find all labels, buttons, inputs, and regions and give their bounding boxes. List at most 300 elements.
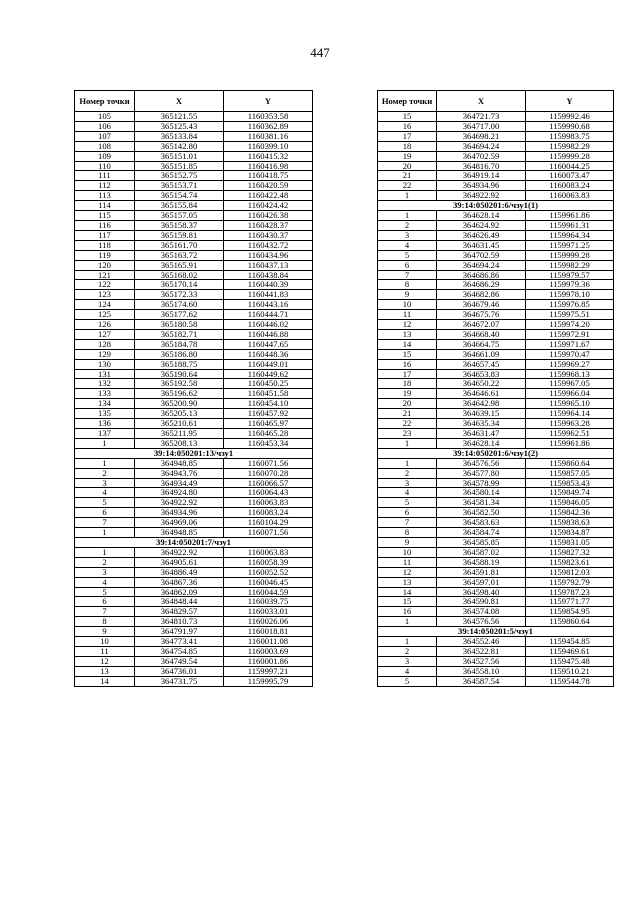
- table-row: [378, 121, 614, 131]
- point-number-cell: 126: [75, 320, 135, 330]
- point-number-cell: 10: [378, 300, 437, 310]
- y-coordinate-cell: 1160453.34: [224, 438, 313, 448]
- point-number-cell: 8: [75, 617, 135, 627]
- table-row: [378, 478, 614, 488]
- table-row: [378, 458, 614, 468]
- y-coordinate-cell: 1159982.29: [526, 260, 614, 270]
- point-number-cell: 3: [75, 478, 135, 488]
- table-row: [378, 637, 614, 647]
- y-coordinate-cell: 1160033.01: [224, 607, 313, 617]
- table-row: [378, 320, 614, 330]
- point-number-cell: 2: [378, 646, 437, 656]
- table-row: [378, 528, 614, 538]
- x-coordinate-cell: 364867.36: [135, 577, 224, 587]
- x-coordinate-cell: 364584.74: [437, 528, 526, 538]
- x-coordinate-cell: 364661.09: [437, 349, 526, 359]
- point-number-cell: 1: [378, 617, 437, 627]
- y-coordinate-cell: 1159857.05: [526, 468, 614, 478]
- y-coordinate-cell: 1160071.56: [224, 458, 313, 468]
- table-row: [75, 171, 313, 181]
- y-coordinate-cell: 1159976.85: [526, 300, 614, 310]
- x-coordinate-cell: 364810.73: [135, 617, 224, 627]
- x-coordinate-cell: 364624.92: [437, 220, 526, 230]
- point-number-cell: 4: [75, 488, 135, 498]
- table-row: [75, 528, 313, 538]
- y-coordinate-cell: 1160011.08: [224, 637, 313, 647]
- point-number-cell: 22: [378, 419, 437, 429]
- table-row: [75, 339, 313, 349]
- point-number-cell: 3: [378, 656, 437, 666]
- point-number-cell: 21: [378, 171, 437, 181]
- y-coordinate-cell: 1159787.23: [526, 587, 614, 597]
- point-number-cell: 3: [378, 478, 437, 488]
- x-coordinate-cell: 364905.61: [135, 557, 224, 567]
- point-number-cell: 4: [75, 577, 135, 587]
- y-coordinate-cell: 1160446.88: [224, 329, 313, 339]
- table-row: [378, 250, 614, 260]
- table-row: [75, 300, 313, 310]
- table-row: [378, 300, 614, 310]
- point-number-cell: 1: [75, 438, 135, 448]
- y-coordinate-cell: 1159979.57: [526, 270, 614, 280]
- y-coordinate-cell: 1159982.29: [526, 141, 614, 151]
- point-number-cell: 20: [378, 399, 437, 409]
- y-coordinate-cell: 1159860.64: [526, 458, 614, 468]
- section-row: [378, 201, 614, 211]
- point-number-cell: 5: [378, 676, 437, 686]
- x-coordinate-cell: 364672.07: [437, 320, 526, 330]
- y-coordinate-cell: 1160001.86: [224, 656, 313, 666]
- header-point-number: Номер точки: [378, 91, 437, 112]
- point-number-cell: 4: [378, 488, 437, 498]
- point-number-cell: 109: [75, 151, 135, 161]
- y-coordinate-cell: 1159961.86: [526, 211, 614, 221]
- point-number-cell: 114: [75, 201, 135, 211]
- point-number-cell: 11: [378, 310, 437, 320]
- table-row: [75, 478, 313, 488]
- point-number-cell: 116: [75, 220, 135, 230]
- x-coordinate-cell: 364969.06: [135, 518, 224, 528]
- x-coordinate-cell: 364527.56: [437, 656, 526, 666]
- x-coordinate-cell: 365211.95: [135, 429, 224, 439]
- y-coordinate-cell: 1159812.03: [526, 567, 614, 577]
- x-coordinate-cell: 364924.80: [135, 488, 224, 498]
- x-coordinate-cell: 365153.71: [135, 181, 224, 191]
- table-row: [378, 508, 614, 518]
- section-title: 39:14:050201:5/чзу1: [378, 627, 614, 637]
- x-coordinate-cell: 364702.59: [437, 151, 526, 161]
- y-coordinate-cell: 1159975.51: [526, 310, 614, 320]
- table-row: [378, 468, 614, 478]
- point-number-cell: 131: [75, 369, 135, 379]
- table-row: [75, 518, 313, 528]
- x-coordinate-cell: 365151.01: [135, 151, 224, 161]
- y-coordinate-cell: 1159849.74: [526, 488, 614, 498]
- x-coordinate-cell: 364848.44: [135, 597, 224, 607]
- y-coordinate-cell: 1159544.78: [526, 676, 614, 686]
- point-number-cell: 14: [378, 587, 437, 597]
- point-number-cell: 1: [378, 458, 437, 468]
- y-coordinate-cell: 1160415.32: [224, 151, 313, 161]
- y-coordinate-cell: 1160449.01: [224, 359, 313, 369]
- point-number-cell: 16: [378, 121, 437, 131]
- x-coordinate-cell: 364698.21: [437, 131, 526, 141]
- point-number-cell: 1: [75, 547, 135, 557]
- y-coordinate-cell: 1160438.84: [224, 270, 313, 280]
- y-coordinate-cell: 1159969.27: [526, 359, 614, 369]
- table-row: [378, 131, 614, 141]
- point-number-cell: 18: [378, 379, 437, 389]
- section-row: [378, 627, 614, 637]
- point-number-cell: 132: [75, 379, 135, 389]
- x-coordinate-cell: 364626.49: [437, 230, 526, 240]
- y-coordinate-cell: 1160430.37: [224, 230, 313, 240]
- table-header-row: [75, 91, 313, 112]
- y-coordinate-cell: 1160426.38: [224, 211, 313, 221]
- point-number-cell: 133: [75, 389, 135, 399]
- point-number-cell: 9: [75, 627, 135, 637]
- x-coordinate-cell: 364862.09: [135, 587, 224, 597]
- x-coordinate-cell: 364552.46: [437, 637, 526, 647]
- table-row: [75, 379, 313, 389]
- x-coordinate-cell: 364522.81: [437, 646, 526, 656]
- table-row: [75, 369, 313, 379]
- table-row: [75, 468, 313, 478]
- y-coordinate-cell: 1160454.10: [224, 399, 313, 409]
- y-coordinate-cell: 1159792.79: [526, 577, 614, 587]
- x-coordinate-cell: 365188.75: [135, 359, 224, 369]
- x-coordinate-cell: 364922.92: [135, 547, 224, 557]
- x-coordinate-cell: 364948.85: [135, 528, 224, 538]
- y-coordinate-cell: 1159834.87: [526, 528, 614, 538]
- y-coordinate-cell: 1160422.48: [224, 191, 313, 201]
- x-coordinate-cell: 364675.76: [437, 310, 526, 320]
- y-coordinate-cell: 1159842.36: [526, 508, 614, 518]
- table-row: [75, 201, 313, 211]
- table-row: [378, 359, 614, 369]
- point-number-cell: 118: [75, 240, 135, 250]
- point-number-cell: 16: [378, 359, 437, 369]
- table-row: [75, 349, 313, 359]
- y-coordinate-cell: 1160353.58: [224, 112, 313, 122]
- table-row: [75, 597, 313, 607]
- point-number-cell: 7: [75, 607, 135, 617]
- point-number-cell: 11: [378, 557, 437, 567]
- x-coordinate-cell: 365133.84: [135, 131, 224, 141]
- x-coordinate-cell: 365172.33: [135, 290, 224, 300]
- table-row: [378, 518, 614, 528]
- point-number-cell: 12: [378, 320, 437, 330]
- table-row: [75, 181, 313, 191]
- y-coordinate-cell: 1160071.56: [224, 528, 313, 538]
- section-title: 39:14:050201:6/чзу1(1): [378, 201, 614, 211]
- point-number-cell: 115: [75, 211, 135, 221]
- table-row: [378, 646, 614, 656]
- table-body-right: [378, 112, 614, 687]
- y-coordinate-cell: 1159469.61: [526, 646, 614, 656]
- x-coordinate-cell: 364639.15: [437, 409, 526, 419]
- point-number-cell: 112: [75, 181, 135, 191]
- point-number-cell: 13: [378, 577, 437, 587]
- point-number-cell: 2: [75, 557, 135, 567]
- x-coordinate-cell: 364948.85: [135, 458, 224, 468]
- table-row: [378, 656, 614, 666]
- table-row: [75, 607, 313, 617]
- x-coordinate-cell: 365159.81: [135, 230, 224, 240]
- x-coordinate-cell: 364642.98: [437, 399, 526, 409]
- point-number-cell: 1: [378, 191, 437, 201]
- point-number-cell: 130: [75, 359, 135, 369]
- x-coordinate-cell: 364578.99: [437, 478, 526, 488]
- table-row: [75, 270, 313, 280]
- point-number-cell: 15: [378, 597, 437, 607]
- table-row: [378, 547, 614, 557]
- point-number-cell: 20: [378, 161, 437, 171]
- x-coordinate-cell: 364694.24: [437, 141, 526, 151]
- y-coordinate-cell: 1159979.36: [526, 280, 614, 290]
- x-coordinate-cell: 365163.72: [135, 250, 224, 260]
- table-row: [378, 429, 614, 439]
- section-title: 39:14:050201:13/чзу1: [75, 448, 313, 458]
- point-number-cell: 1: [75, 528, 135, 538]
- point-number-cell: 3: [75, 567, 135, 577]
- table-row: [378, 280, 614, 290]
- y-coordinate-cell: 1159995.79: [224, 676, 313, 686]
- x-coordinate-cell: 364590.81: [437, 597, 526, 607]
- table-row: [75, 577, 313, 587]
- point-number-cell: 19: [378, 151, 437, 161]
- y-coordinate-cell: 1160063.83: [224, 547, 313, 557]
- point-number-cell: 13: [378, 329, 437, 339]
- table-row: [75, 112, 313, 122]
- x-coordinate-cell: 364577.80: [437, 468, 526, 478]
- table-row: [378, 399, 614, 409]
- x-coordinate-cell: 365157.05: [135, 211, 224, 221]
- x-coordinate-cell: 364597.01: [437, 577, 526, 587]
- y-coordinate-cell: 1159510.21: [526, 666, 614, 676]
- point-number-cell: 6: [378, 260, 437, 270]
- y-coordinate-cell: 1160073.47: [526, 171, 614, 181]
- x-coordinate-cell: 365151.85: [135, 161, 224, 171]
- x-coordinate-cell: 364934.49: [135, 478, 224, 488]
- y-coordinate-cell: 1160083.24: [526, 181, 614, 191]
- x-coordinate-cell: 364558.10: [437, 666, 526, 676]
- x-coordinate-cell: 364591.81: [437, 567, 526, 577]
- point-number-cell: 1: [378, 438, 437, 448]
- table-row: [378, 577, 614, 587]
- y-coordinate-cell: 1160449.62: [224, 369, 313, 379]
- y-coordinate-cell: 1159978.10: [526, 290, 614, 300]
- table-row: [378, 379, 614, 389]
- y-coordinate-cell: 1160046.45: [224, 577, 313, 587]
- x-coordinate-cell: 364668.40: [437, 329, 526, 339]
- y-coordinate-cell: 1159846.05: [526, 498, 614, 508]
- y-coordinate-cell: 1159974.20: [526, 320, 614, 330]
- point-number-cell: 2: [378, 220, 437, 230]
- x-coordinate-cell: 365184.78: [135, 339, 224, 349]
- point-number-cell: 12: [75, 656, 135, 666]
- point-number-cell: 125: [75, 310, 135, 320]
- x-coordinate-cell: 365174.60: [135, 300, 224, 310]
- x-coordinate-cell: 364580.14: [437, 488, 526, 498]
- x-coordinate-cell: 364922.92: [135, 498, 224, 508]
- x-coordinate-cell: 364628.14: [437, 211, 526, 221]
- x-coordinate-cell: 365196.62: [135, 389, 224, 399]
- table-row: [75, 409, 313, 419]
- x-coordinate-cell: 364679.46: [437, 300, 526, 310]
- point-number-cell: 127: [75, 329, 135, 339]
- table-row: [378, 230, 614, 240]
- x-coordinate-cell: 365168.02: [135, 270, 224, 280]
- table-row: [75, 498, 313, 508]
- section-title: 39:14:050201:6/чзу1(2): [378, 448, 614, 458]
- point-number-cell: 120: [75, 260, 135, 270]
- section-row: [75, 537, 313, 547]
- table-row: [75, 646, 313, 656]
- point-number-cell: 134: [75, 399, 135, 409]
- point-number-cell: 5: [75, 587, 135, 597]
- x-coordinate-cell: 365154.74: [135, 191, 224, 201]
- point-number-cell: 137: [75, 429, 135, 439]
- y-coordinate-cell: 1160446.02: [224, 320, 313, 330]
- table-row: [378, 260, 614, 270]
- y-coordinate-cell: 1160418.75: [224, 171, 313, 181]
- x-coordinate-cell: 365121.55: [135, 112, 224, 122]
- x-coordinate-cell: 364919.14: [437, 171, 526, 181]
- y-coordinate-cell: 1159854.95: [526, 607, 614, 617]
- x-coordinate-cell: 364653.83: [437, 369, 526, 379]
- point-number-cell: 22: [378, 181, 437, 191]
- header-point-number: Номер точки: [75, 91, 135, 112]
- point-number-cell: 111: [75, 171, 135, 181]
- point-number-cell: 23: [378, 429, 437, 439]
- table-row: [378, 191, 614, 201]
- y-coordinate-cell: 1159983.75: [526, 131, 614, 141]
- table-row: [75, 429, 313, 439]
- point-number-cell: 110: [75, 161, 135, 171]
- y-coordinate-cell: 1159966.04: [526, 389, 614, 399]
- coordinates-table-right: [377, 90, 614, 687]
- y-coordinate-cell: 1160437.13: [224, 260, 313, 270]
- x-coordinate-cell: 365170.14: [135, 280, 224, 290]
- header-y: Y: [224, 91, 313, 112]
- y-coordinate-cell: 1160039.75: [224, 597, 313, 607]
- table-row: [75, 141, 313, 151]
- y-coordinate-cell: 1160066.57: [224, 478, 313, 488]
- x-coordinate-cell: 365165.91: [135, 260, 224, 270]
- point-number-cell: 10: [75, 637, 135, 647]
- header-y: Y: [526, 91, 614, 112]
- table-row: [378, 676, 614, 686]
- x-coordinate-cell: 365205.13: [135, 409, 224, 419]
- table-row: [378, 151, 614, 161]
- table-row: [378, 290, 614, 300]
- y-coordinate-cell: 1160416.98: [224, 161, 313, 171]
- x-coordinate-cell: 365152.75: [135, 171, 224, 181]
- x-coordinate-cell: 365192.58: [135, 379, 224, 389]
- section-row: [75, 448, 313, 458]
- table-row: [378, 617, 614, 627]
- point-number-cell: 1: [378, 637, 437, 647]
- x-coordinate-cell: 364650.22: [437, 379, 526, 389]
- table-row: [378, 587, 614, 597]
- table-row: [378, 211, 614, 221]
- x-coordinate-cell: 364657.45: [437, 359, 526, 369]
- table-row: [75, 121, 313, 131]
- header-x: X: [437, 91, 526, 112]
- table-row: [75, 161, 313, 171]
- y-coordinate-cell: 1159999.28: [526, 250, 614, 260]
- x-coordinate-cell: 365186.80: [135, 349, 224, 359]
- y-coordinate-cell: 1159997.21: [224, 666, 313, 676]
- point-number-cell: 5: [378, 250, 437, 260]
- x-coordinate-cell: 364943.76: [135, 468, 224, 478]
- table-row: [75, 389, 313, 399]
- table-row: [75, 587, 313, 597]
- table-row: [378, 537, 614, 547]
- x-coordinate-cell: 365161.70: [135, 240, 224, 250]
- y-coordinate-cell: 1160450.25: [224, 379, 313, 389]
- point-number-cell: 128: [75, 339, 135, 349]
- y-coordinate-cell: 1160465.28: [224, 429, 313, 439]
- x-coordinate-cell: 364631.45: [437, 240, 526, 250]
- x-coordinate-cell: 364773.41: [135, 637, 224, 647]
- table-row: [378, 240, 614, 250]
- point-number-cell: 117: [75, 230, 135, 240]
- y-coordinate-cell: 1159968.13: [526, 369, 614, 379]
- x-coordinate-cell: 364934.96: [437, 181, 526, 191]
- point-number-cell: 10: [378, 547, 437, 557]
- x-coordinate-cell: 364686.29: [437, 280, 526, 290]
- x-coordinate-cell: 364791.97: [135, 627, 224, 637]
- point-number-cell: 1: [75, 458, 135, 468]
- x-coordinate-cell: 364582.50: [437, 508, 526, 518]
- table-row: [75, 666, 313, 676]
- x-coordinate-cell: 365200.90: [135, 399, 224, 409]
- point-number-cell: 6: [75, 508, 135, 518]
- point-number-cell: 1: [378, 211, 437, 221]
- table-row: [75, 151, 313, 161]
- x-coordinate-cell: 364694.24: [437, 260, 526, 270]
- y-coordinate-cell: 1159823.61: [526, 557, 614, 567]
- y-coordinate-cell: 1160044.59: [224, 587, 313, 597]
- y-coordinate-cell: 1160070.28: [224, 468, 313, 478]
- table-row: [75, 320, 313, 330]
- point-number-cell: 7: [378, 518, 437, 528]
- table-row: [75, 399, 313, 409]
- point-number-cell: 107: [75, 131, 135, 141]
- table-row: [378, 112, 614, 122]
- y-coordinate-cell: 1160444.71: [224, 310, 313, 320]
- y-coordinate-cell: 1160399.10: [224, 141, 313, 151]
- x-coordinate-cell: 364702.59: [437, 250, 526, 260]
- table-row: [378, 141, 614, 151]
- y-coordinate-cell: 1159962.51: [526, 429, 614, 439]
- y-coordinate-cell: 1160434.96: [224, 250, 313, 260]
- y-coordinate-cell: 1160432.72: [224, 240, 313, 250]
- x-coordinate-cell: 364576.56: [437, 617, 526, 627]
- x-coordinate-cell: 364631.47: [437, 429, 526, 439]
- y-coordinate-cell: 1159964.34: [526, 230, 614, 240]
- y-coordinate-cell: 1159771.77: [526, 597, 614, 607]
- table-row: [75, 260, 313, 270]
- table-row: [75, 458, 313, 468]
- table-row: [378, 181, 614, 191]
- point-number-cell: 16: [378, 607, 437, 617]
- point-number-cell: 11: [75, 646, 135, 656]
- y-coordinate-cell: 1160424.42: [224, 201, 313, 211]
- table-header-row: [378, 91, 614, 112]
